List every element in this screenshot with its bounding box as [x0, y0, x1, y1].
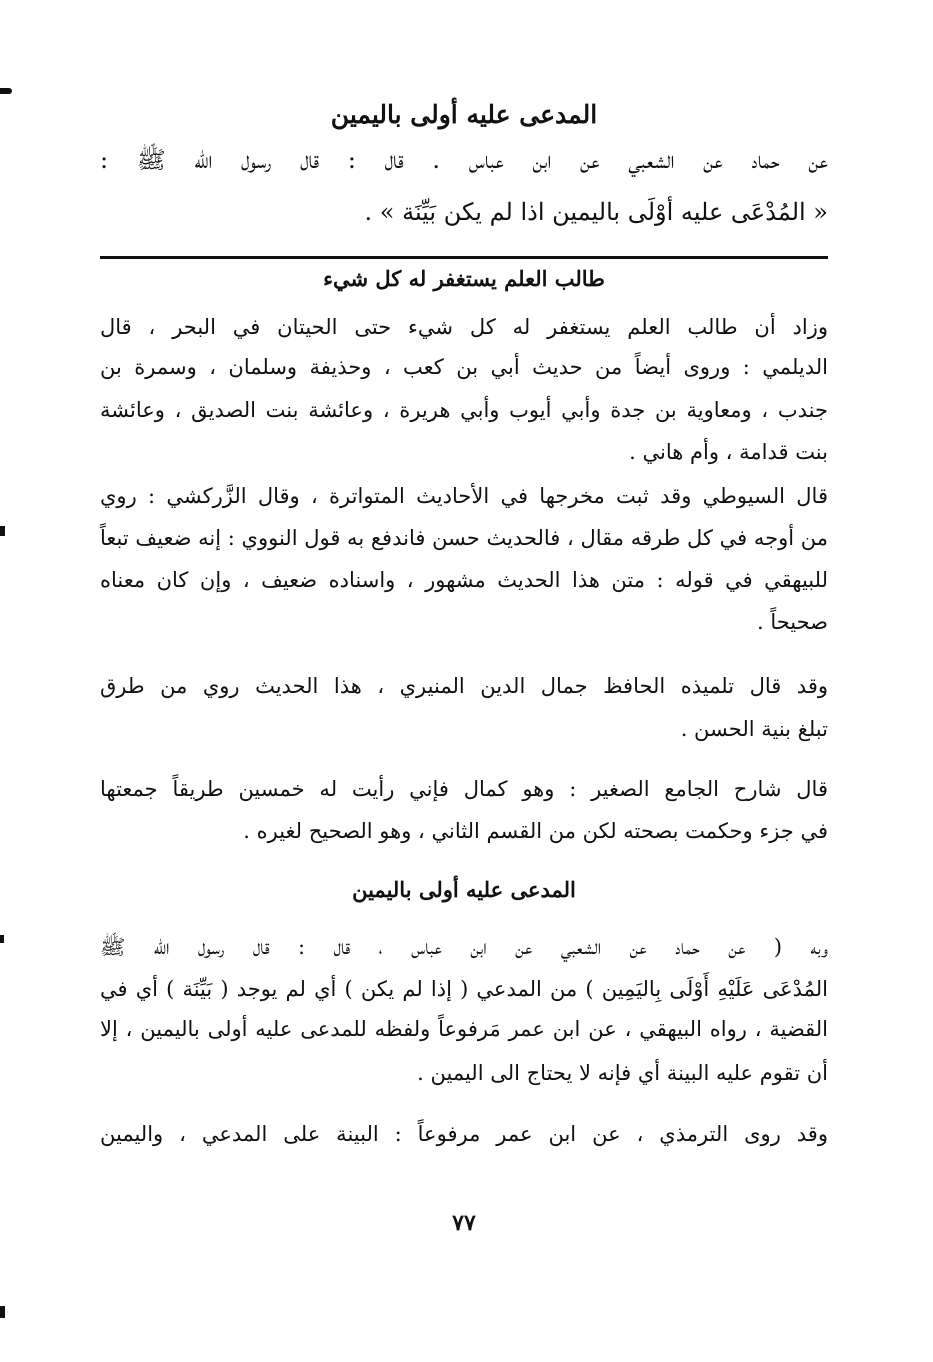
text-line: جندب ، ومعاوية بن جدة وأبي أيوب وأبي هريرة ، وعائشة بنت الصديق ، وعائشة	[100, 398, 828, 422]
scan-edge-mark	[0, 526, 5, 536]
section-heading: المدعى عليه أولى باليمين	[330, 100, 598, 129]
text-line: المُدْعَى عَلَيْهِ أَوْلَى بِاليَمِين ) من المدعي ( إذا لم يكن ) أي لم يوجد ( بَيِّنَة ) أي في	[100, 977, 828, 1001]
scan-edge-mark	[0, 88, 12, 94]
text-line: تبلغ بنية الحسن .	[680, 717, 828, 741]
text-line: قال السيوطي وقد ثبت مخرجها في الأحاديث المتواترة ، وقال الزَّركشي : روي	[100, 484, 828, 508]
text-line: صحيحاً .	[756, 610, 828, 634]
text-line: بنت قدامة ، وأم هاني .	[629, 440, 828, 464]
text-line: في جزء وحكمت بصحته لكن من القسم الثاني ، وهو الصحيح لغيره .	[243, 819, 828, 843]
text-line: قال شارح الجامع الصغير : وهو كمال فإني رأيت له خمسين طريقاً جمعتها	[100, 777, 828, 801]
divider-rule	[100, 256, 828, 259]
scan-edge-mark	[0, 1306, 5, 1318]
text-line: الديلمي : وروى أيضاً من حديث أبي بن كعب ، وحذيفة وسلمان ، وسمرة بن	[100, 355, 828, 379]
text-line: « المُدْعَى عليه أوْلَى باليمين اذا لم يكن بَيِّنَة » .	[364, 198, 828, 226]
text-line: وزاد أن طالب العلم يستغفر له كل شيء حتى الحيتان في البحر ، قال	[100, 315, 828, 339]
text-line: وبه ( عن حماد عن الشعبي عن ابن عباس ، قال : قال رسول الله ﷺ	[100, 935, 828, 959]
text-line: القضية ، رواه البيهقي ، عن ابن عمر مَرفوعاً ولفظه للمدعى عليه أولى باليمين ، إلا	[100, 1017, 828, 1041]
text-line: للبيهقي في قوله : متن هذا الحديث مشهور ، واسناده ضعيف ، وإن كان معناه	[100, 568, 828, 592]
section-heading: طالب العلم يستغفر له كل شيء	[323, 266, 605, 291]
section-heading: المدعى عليه أولى باليمين	[352, 877, 576, 902]
text-line: من أوجه في كل طرقه مقال ، فالحديث حسن فاندفع به قول النووي : إنه ضعيف تبعاً	[100, 526, 828, 550]
book-page	[100, 0, 828, 1362]
text-line: وقد قال تلميذه الحافظ جمال الدين المنيري ، هذا الحديث روي من طرق	[100, 674, 828, 698]
text-line: عن حماد عن الشعبي عن ابن عباس . قال : قال رسول الله ﷺ :	[100, 146, 828, 174]
text-line: وقد روى الترمذي ، عن ابن عمر مرفوعاً : البينة على المدعي ، واليمين	[100, 1122, 828, 1146]
scan-edge-mark	[0, 935, 4, 943]
text-line: أن تقوم عليه البينة أي فإنه لا يحتاج الى اليمين .	[417, 1061, 828, 1085]
page-number: ٧٧	[452, 1210, 476, 1236]
